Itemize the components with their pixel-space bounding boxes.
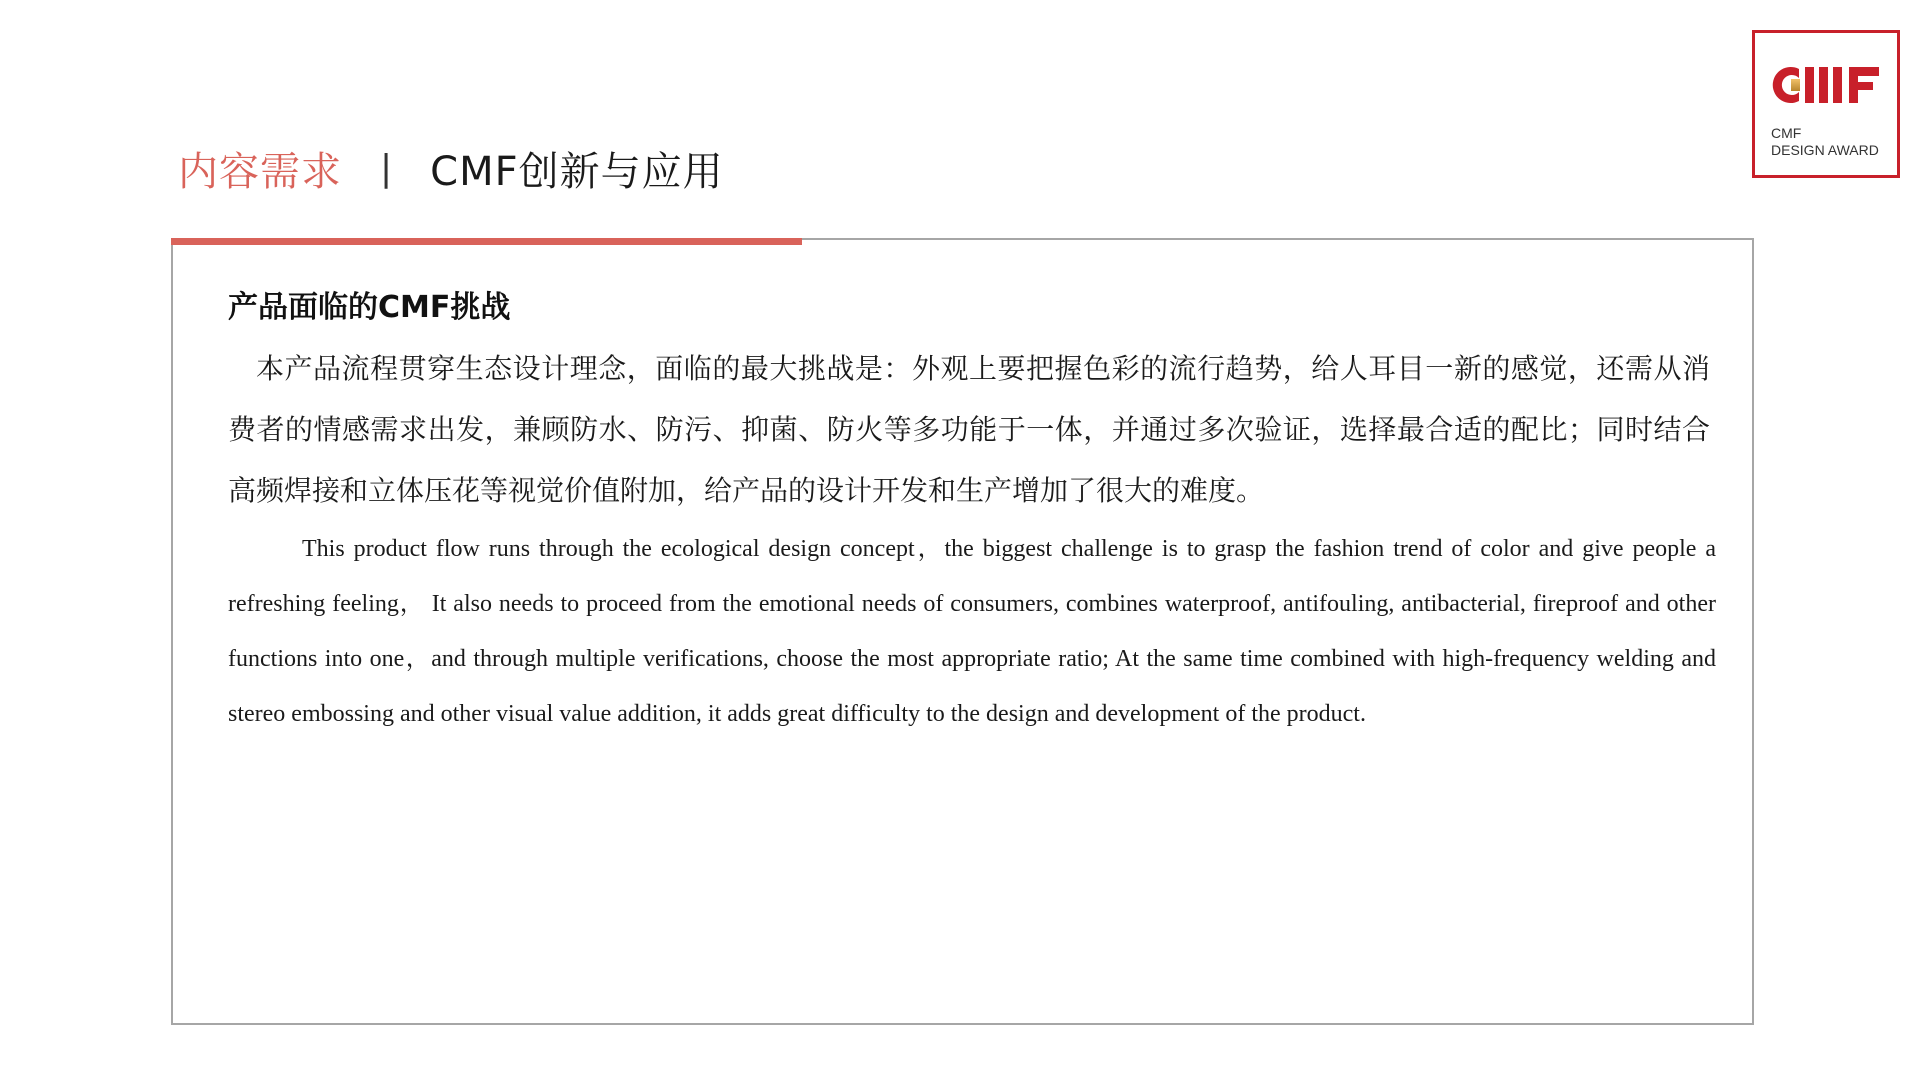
logo-line-2: DESIGN AWARD xyxy=(1771,142,1879,158)
chinese-paragraph: 本产品流程贯穿生态设计理念，面临的最大挑战是：外观上要把握色彩的流行趋势，给人耳目一新的感觉，还需从消费者的情感需求出发，兼顾防水、防污、抑菌、防火等多功能于一体，并通过多次验证，选择最合适的配比；同时结合高频焊接和立体压花等视觉价值附加，给产品的设计开发和生产增加了很大的难度。 xyxy=(228,352,1710,507)
logo-line-1: CMF xyxy=(1771,125,1802,141)
page-header xyxy=(178,138,724,198)
english-paragraph: This product flow runs through the ecological design concept，the biggest challenge is to grasp the fashion trend of color and give people a refreshing feeling， It also needs to proceed from the emotional needs of consumers, combines waterproof, antifouling, antibacterial, fireproof and other functions into one，and through multiple verifications, choose the most appropriate ratio; At the same time combined with high-frequency welding and stereo embossing and other visual value addition, it adds great difficulty to the design and development of the product. xyxy=(228,536,1716,727)
accent-bar xyxy=(171,238,802,245)
section-heading: 产品面临的CMF挑战 xyxy=(228,290,511,325)
cmf-design-award-logo xyxy=(1752,30,1900,178)
cmf-logo-mark-icon xyxy=(1769,55,1889,115)
logo-caption xyxy=(1771,125,1879,159)
page-title: CMF创新与应用 xyxy=(430,148,724,195)
section-label: 内容需求 xyxy=(178,148,342,195)
header-separator: | xyxy=(380,147,393,189)
